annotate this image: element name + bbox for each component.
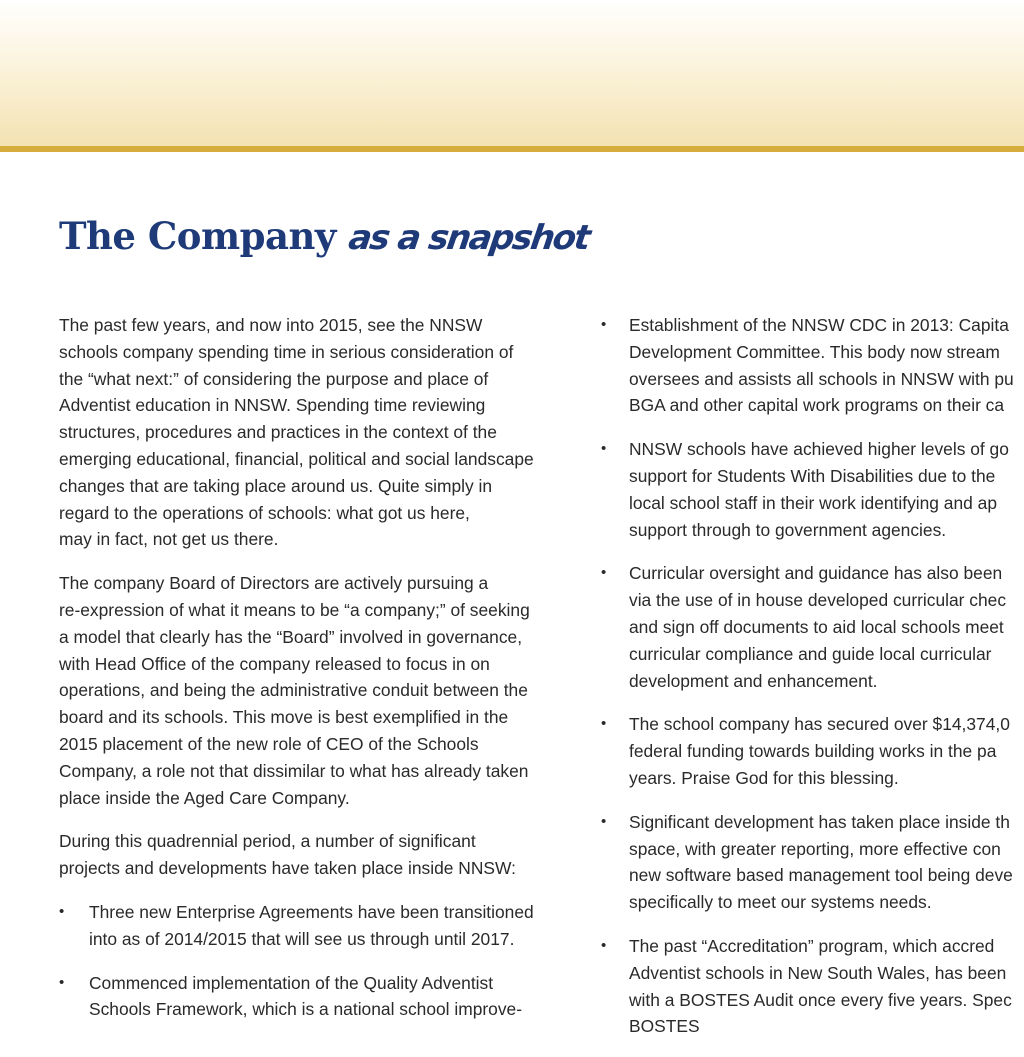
text-line: support through to government agencies.: [629, 519, 947, 540]
bullet-dot-icon: •: [601, 564, 607, 582]
text-line: BOSTES: [629, 1016, 700, 1037]
text-line: and sign off documents to aid local schools meet: [629, 616, 1004, 637]
bullet-item: [601, 933, 1024, 1040]
text-line: a model that clearly has the “Board” involved in governance,: [59, 626, 523, 647]
text-line: local school staff in their work identifying and ap: [629, 492, 997, 513]
text-line: curricular compliance and guide local curricular: [629, 643, 992, 664]
text-line: specifically to meet our systems needs.: [629, 892, 932, 913]
bullet-dot-icon: •: [601, 936, 607, 954]
text-line: re-expression of what it means to be “a company;” of seeking: [59, 599, 530, 620]
text-line: development and enhancement.: [629, 670, 878, 691]
bullet-dot-icon: •: [601, 715, 607, 733]
text-line: into as of 2014/2015 that will see us through until 2017.: [89, 928, 515, 949]
text-line: oversees and assists all schools in NNSW with pu: [629, 368, 1014, 389]
text-line: Adventist education in NNSW. Spending time reviewing: [59, 395, 486, 416]
text-line: During this quadrennial period, a number of significant: [59, 831, 476, 852]
bullet-item: [601, 809, 1024, 916]
text-line: BGA and other capital work programs on their ca: [629, 395, 1005, 416]
text-line: via the use of in house developed curricular chec: [629, 590, 1007, 611]
text-line: operations, and being the administrative conduit between the: [59, 680, 528, 701]
bullet-dot-icon: •: [59, 973, 65, 991]
text-line: projects and developments have taken place inside NNSW:: [59, 858, 516, 879]
header-band: [0, 0, 1024, 146]
text-line: the “what next:” of considering the purpose and place of: [59, 368, 489, 389]
text-line: NNSW schools have achieved higher levels of go: [629, 439, 1009, 460]
paragraph: [59, 828, 579, 882]
text-line: support for Students With Disabilities due to the: [629, 465, 996, 486]
text-line: new software based management tool being deve: [629, 865, 1013, 886]
text-line: The company Board of Directors are actively pursuing a: [59, 573, 489, 594]
page-title: [59, 214, 592, 258]
text-line: Establishment of the NNSW CDC in 2013: Capita: [629, 315, 1009, 335]
text-line: Curricular oversight and guidance has also been: [629, 563, 1003, 584]
title-script: as a snapshot: [345, 218, 592, 258]
text-line: may in fact, not get us there.: [59, 529, 279, 550]
text-line: Significant development has taken place inside th: [629, 811, 1010, 832]
text-line: Adventist schools in New South Wales, has been: [629, 962, 1007, 983]
text-line: changes that are taking place around us. Quite simply in: [59, 475, 493, 496]
bullet-dot-icon: •: [601, 812, 607, 830]
text-line: years. Praise God for this blessing.: [629, 767, 899, 788]
text-line: Development Committee. This body now stream: [629, 341, 1000, 362]
text-line: Schools Framework, which is a national school improve-: [89, 999, 523, 1020]
left-column: [59, 312, 579, 1040]
bullet-dot-icon: •: [601, 440, 607, 458]
title-main: The Company: [59, 214, 336, 258]
bullet-item: [601, 312, 1024, 419]
text-line: regard to the operations of schools: what got us here,: [59, 502, 470, 523]
text-line: The past few years, and now into 2015, see the NNSW: [59, 315, 483, 335]
header-rule: [0, 146, 1024, 152]
text-line: Commenced implementation of the Quality Adventist: [89, 972, 494, 993]
text-line: place inside the Aged Care Company.: [59, 787, 350, 808]
text-line: schools company spending time in serious consideration of: [59, 341, 514, 362]
bullet-item: [601, 711, 1024, 791]
bullet-dot-icon: •: [601, 316, 607, 333]
paragraph: [59, 312, 579, 553]
text-line: federal funding towards building works in the pa: [629, 741, 997, 762]
bullet-item: [59, 970, 579, 1024]
right-column: [601, 312, 1024, 1057]
paragraph: [59, 570, 579, 811]
bullet-item: [601, 436, 1024, 543]
text-line: emerging educational, financial, political and social landscape: [59, 448, 534, 469]
bullet-item: [59, 899, 579, 953]
text-line: board and its schools. This move is best exemplified in the: [59, 707, 509, 728]
bullet-dot-icon: •: [59, 902, 65, 920]
text-line: with a BOSTES Audit once every five years. Spec: [629, 989, 1012, 1010]
bullet-item: [601, 560, 1024, 694]
text-line: structures, procedures and practices in the context of the: [59, 422, 497, 443]
text-line: The past “Accreditation” program, which accred: [629, 935, 995, 956]
text-line: The school company has secured over $14,374,0: [629, 714, 1010, 735]
text-line: Company, a role not that dissimilar to what has already taken: [59, 760, 529, 781]
text-line: space, with greater reporting, more effective con: [629, 838, 1001, 859]
text-line: with Head Office of the company released to focus in on: [59, 653, 490, 674]
text-line: 2015 placement of the new role of CEO of the Schools: [59, 733, 479, 754]
text-line: Three new Enterprise Agreements have been transitioned: [89, 901, 534, 922]
